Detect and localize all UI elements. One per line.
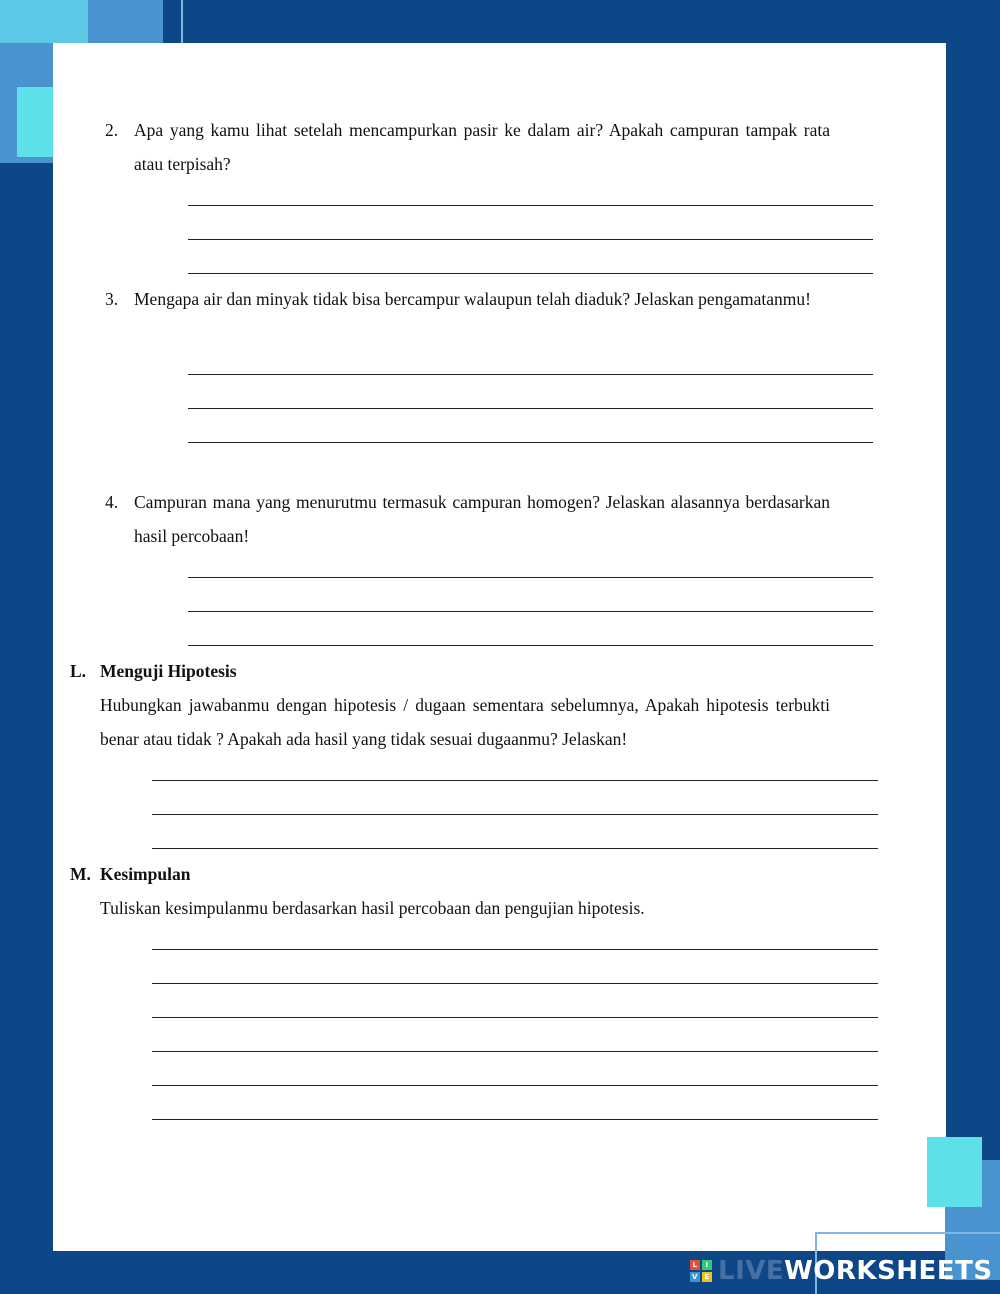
- question-text: Apa yang kamu lihat setelah mencampurkan pasir ke dalam air? Apakah campuran tampak rata atau terpisah?: [134, 120, 830, 174]
- liveworksheets-logo-icon: [690, 1260, 712, 1282]
- answer-line[interactable]: [152, 1017, 878, 1018]
- corner-square-bottom-right-2: [927, 1137, 982, 1207]
- section-menguji-hipotesis: [70, 654, 830, 756]
- logo-tile: L: [690, 1260, 700, 1270]
- question-number: 3.: [105, 289, 119, 309]
- answer-line[interactable]: [152, 949, 878, 950]
- section-instructions: Hubungkan jawabanmu dengan hipotesis / dugaan sementara sebelumnya, Apakah hipotesis terbukti benar atau tidak ? Apakah ada hasil yang tidak sesuai dugaanmu? Jelaskan!: [100, 695, 830, 749]
- question-2: [105, 113, 830, 181]
- question-text: Mengapa air dan minyak tidak bisa bercampur walaupun telah diaduk? Jelaskan pengamatanmu!: [134, 289, 811, 309]
- answer-line[interactable]: [188, 611, 873, 612]
- answer-line[interactable]: [152, 983, 878, 984]
- section-heading: Menguji Hipotesis: [100, 661, 237, 681]
- answer-line[interactable]: [188, 273, 873, 274]
- answer-line[interactable]: [188, 577, 873, 578]
- section-heading: Kesimpulan: [100, 864, 191, 884]
- brand-word-worksheets: WORKSHEETS: [784, 1256, 993, 1286]
- answer-line[interactable]: [188, 374, 873, 375]
- section-instructions: Tuliskan kesimpulanmu berdasarkan hasil percobaan dan pengujian hipotesis.: [100, 898, 645, 918]
- liveworksheets-watermark: [690, 1254, 993, 1288]
- question-number: 2.: [105, 120, 119, 140]
- answer-line[interactable]: [188, 442, 873, 443]
- answer-line[interactable]: [152, 1085, 878, 1086]
- logo-tile: V: [690, 1272, 700, 1282]
- section-letter: L.: [70, 661, 87, 681]
- logo-tile: E: [702, 1272, 712, 1282]
- answer-line[interactable]: [188, 205, 873, 206]
- answer-line[interactable]: [152, 814, 878, 815]
- question-text: Campuran mana yang menurutmu termasuk campuran homogen? Jelaskan alasannya berdasarkan hasil percobaan!: [134, 492, 830, 546]
- answer-line[interactable]: [152, 780, 878, 781]
- answer-line[interactable]: [188, 645, 873, 646]
- section-letter: M.: [70, 864, 91, 884]
- brand-word-live: LIVE: [718, 1256, 785, 1286]
- answer-line[interactable]: [188, 408, 873, 409]
- question-4: [105, 485, 830, 553]
- answer-line[interactable]: [152, 1119, 878, 1120]
- answer-line[interactable]: [152, 1051, 878, 1052]
- section-kesimpulan: [70, 857, 830, 925]
- answer-line[interactable]: [188, 239, 873, 240]
- worksheet-page: [53, 43, 946, 1251]
- question-3: [105, 282, 830, 316]
- question-number: 4.: [105, 492, 119, 512]
- logo-tile: I: [702, 1260, 712, 1270]
- answer-line[interactable]: [152, 848, 878, 849]
